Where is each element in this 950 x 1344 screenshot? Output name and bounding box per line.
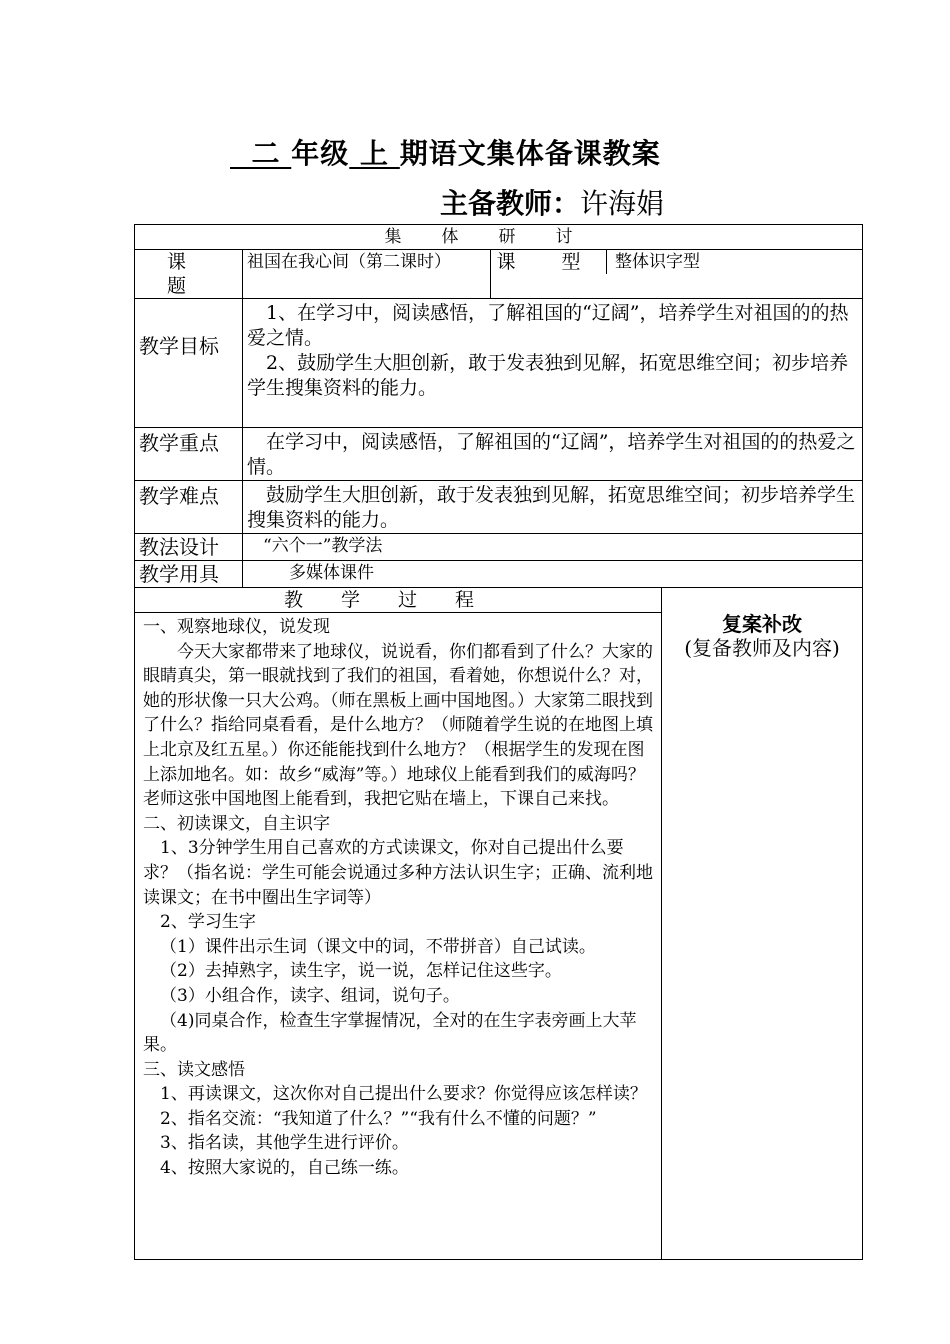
tools-value: 多媒体课件 — [243, 561, 863, 588]
difficulty-label: 教学难点 — [135, 481, 243, 534]
title-blank-2: 上 — [360, 137, 390, 170]
goal-2: 2、鼓励学生大胆创新，敢于发表独到见解，拓宽思维空间；初步培养学生搜集资料的能力。 — [247, 352, 849, 399]
process-content — [135, 613, 662, 1260]
lesson-plan-table — [134, 224, 863, 1260]
title-blank-1: 二 — [251, 137, 281, 170]
type-value: 整体识字型 — [615, 252, 700, 272]
process-step: （4)同桌合作，检查生字掌握情况，全对的在生字表旁画上大苹果。 — [143, 1010, 637, 1056]
process-step: 4、按照大家说的，自己练一练。 — [160, 1158, 409, 1179]
process-step: 1、3分钟学生用自己喜欢的方式读课文，你对自己提出什么要求？（指名说：学生可能会说通过多种方法认识生字；正确、流利地读课文；在书中圈出生字词等） — [143, 838, 653, 908]
goals-label: 教学目标 — [135, 299, 243, 428]
lead-teacher — [440, 182, 664, 222]
process-step: 3、指名读，其他学生进行评价。 — [160, 1133, 409, 1154]
key-label: 教学重点 — [135, 428, 243, 481]
process-step: （3）小组合作，读字、组词，说句子。 — [160, 985, 460, 1006]
key-value: 在学习中，阅读感悟，了解祖国的“辽阔”，培养学生对祖国的的热爱之情。 — [243, 428, 863, 481]
process-section-3: 三、读文感悟 — [143, 1059, 245, 1080]
method-label: 教法设计 — [135, 534, 243, 561]
lead-teacher-label: 主备教师： — [440, 187, 581, 220]
process-section-2: 二、初读课文，自主识字 — [143, 813, 330, 834]
process-step: 2、学习生字 — [160, 912, 256, 933]
tools-label: 教学用具 — [135, 561, 243, 588]
lead-teacher-name: 许海娟 — [580, 187, 665, 220]
title-rest: 期语文集体备课教案 — [399, 137, 661, 170]
title-grade-suffix: 年级 — [291, 137, 350, 170]
process-paragraph: 今天大家都带来了地球仪，说说看，你们都看到了什么？大家的眼睛真尖，第一眼就找到了我们的祖国，看着她，你想说什么？对，她的形状像一只大公鸡。（师在黑板上画中国地图。）大家第二眼找到了什么？指给同桌看看，是什么地方？（师随着学生说的在地图上填上北京及红五星。）你还能能找到什么地方？（根据学生的发现在图上添加地名。如：故乡“威海”等。）地球仪上能看到我们的威海吗？老师这张中国地图上能看到，我把它贴在墙上，下课自己来找。 — [143, 641, 653, 810]
collective-discussion-header: 集体研讨 — [135, 225, 863, 250]
topic-value: 祖国在我心间（第二课时） — [243, 250, 491, 299]
type-cell — [491, 250, 863, 299]
process-step: 1、再读课文，这次你对自己提出什么要求？你觉得应该怎样读？ — [160, 1084, 647, 1105]
process-step: 2、指名交流：“我知道了什么？”“我有什么不懂的问题？” — [160, 1108, 597, 1129]
process-step: （2）去掉熟字，读生字，说一说，怎样记住这些字。 — [160, 961, 562, 982]
page-title — [230, 132, 661, 172]
process-section-1: 一、观察地球仪，说发现 — [143, 617, 330, 637]
process-header: 教学过程 — [135, 588, 662, 613]
process-step: （1）课件出示生词（课文中的词，不带拼音）自己试读。 — [160, 936, 596, 957]
topic-label: 课 题 — [135, 250, 243, 299]
type-label: 课 型 — [491, 250, 607, 274]
revision-title: 复案补改 — [722, 612, 802, 636]
goals-content — [243, 299, 863, 428]
method-value: “六个一”教学法 — [243, 534, 863, 561]
difficulty-value: 鼓励学生大胆创新，敢于发表独到见解，拓宽思维空间；初步培养学生搜集资料的能力。 — [243, 481, 863, 534]
goal-1: 1、在学习中，阅读感悟，了解祖国的“辽阔”，培养学生对祖国的的热爱之情。 — [247, 302, 849, 349]
revision-subtitle: (复备教师及内容) — [684, 636, 840, 660]
revision-column — [662, 588, 863, 1260]
